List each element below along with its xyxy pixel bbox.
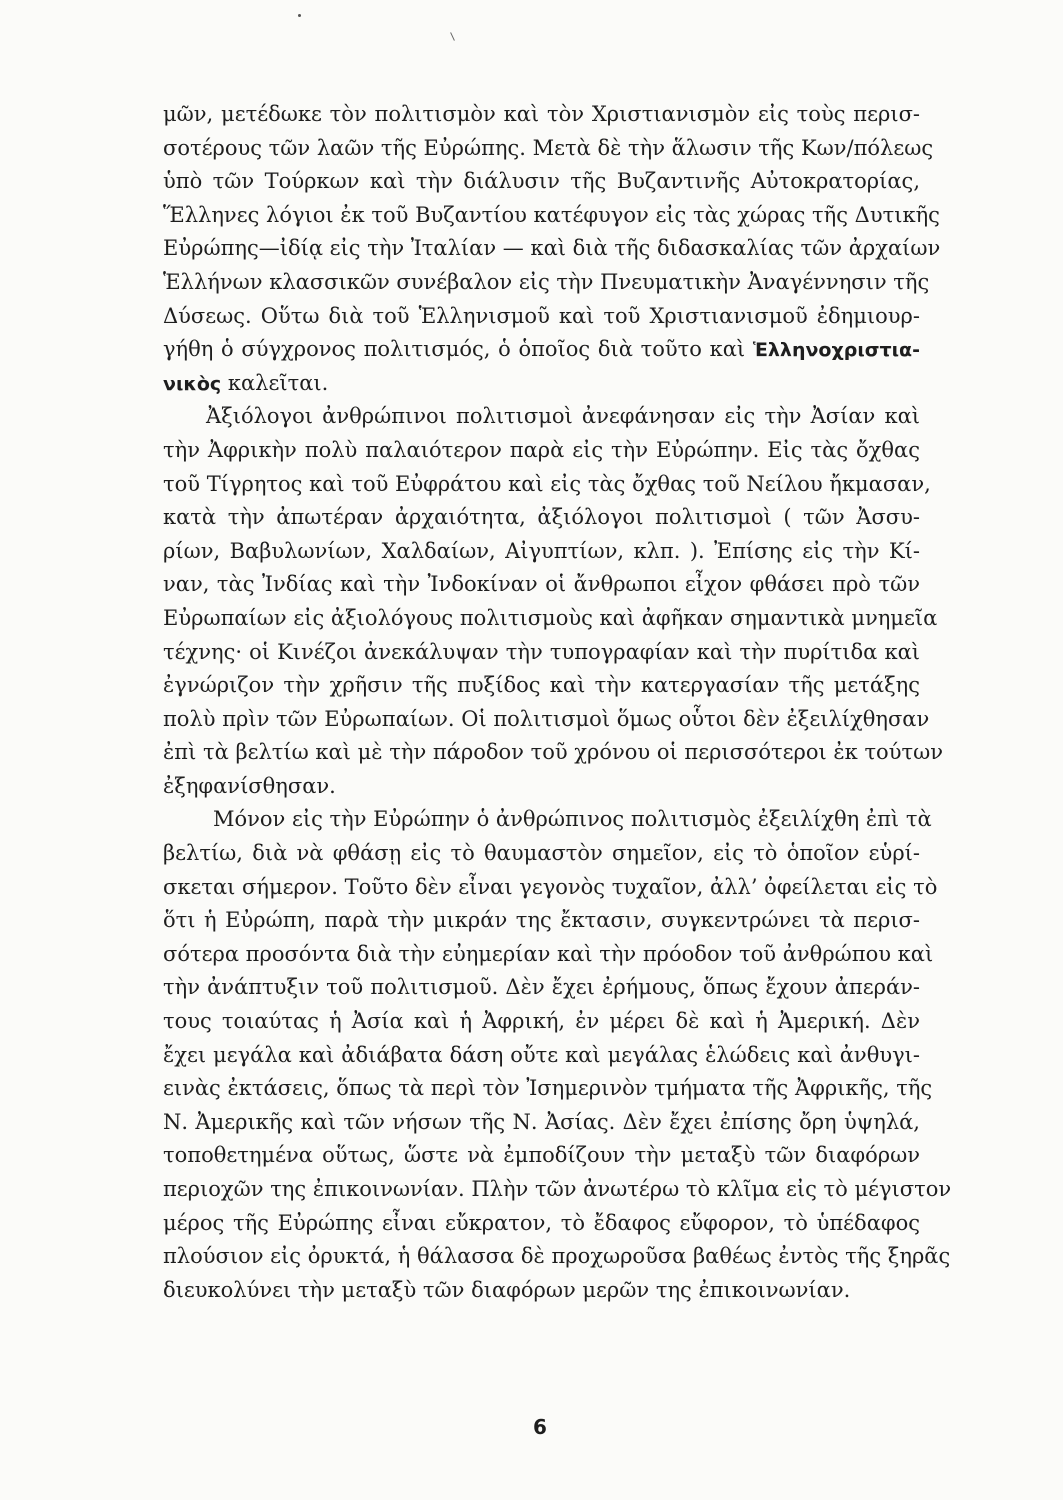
text-line: διευκολύνει τὴν μεταξὺ τῶν διαφόρων μερῶν της ἐπικοινωνίαν. — [163, 1277, 851, 1302]
text-line: τὴν ἀνάπτυξιν τοῦ πολιτισμοῦ. Δὲν ἔχει ἐρήμους, ὅπως ἔχουν ἀπεράν- — [163, 975, 920, 1000]
text-line: μῶν, μετέδωκε τὸν πολιτισμὸν καὶ τὸν Χριστιανισμὸν εἰς τοὺς περισ- — [163, 102, 920, 126]
text-line: πλούσιον εἰς ὀρυκτά, ἡ θάλασσα δὲ προχωροῦσα βαθέως ἐντὸς τῆς ξηρᾶς — [163, 1244, 951, 1269]
text-line: Εὐρωπαίων εἰς ἀξιολόγους πολιτισμοὺς καὶ ἀφῆκαν σημαντικὰ μνημεῖα — [163, 605, 938, 630]
bold-term: Ἑλληνοχριστια- — [752, 339, 920, 362]
text-line: τους τοιαύτας ἡ Ἀσία καὶ ἡ Ἀφρική, ἐν μέρει δὲ καὶ ἡ Ἀμερική. Δὲν — [163, 1009, 920, 1034]
text-line: μέρος τῆς Εὐρώπης εἶναι εὔκρατον, τὸ ἔδαφος εὔφορον, τὸ ὑπέδαφος — [163, 1210, 920, 1235]
text-line: ναν, τὰς Ἰνδίας καὶ τὴν Ἰνδοκίναν οἱ ἄνθρωποι εἶχον φθάσει πρὸ τῶν — [163, 572, 920, 597]
body-text — [163, 98, 952, 1307]
scan-mark — [450, 32, 455, 41]
text-line: ρίων, Βαβυλωνίων, Χαλδαίων, Αἰγυπτίων, κλπ. ). Ἐπίσης εἰς τὴν Κί- — [163, 538, 920, 563]
text-line: σότερα προσόντα διὰ τὴν εὐημερίαν καὶ τὴν πρόοδον τοῦ ἀνθρώπου καὶ — [163, 941, 934, 966]
text-line: βελτίω, διὰ νὰ φθάσῃ εἰς τὸ θαυμαστὸν σημεῖον, εἰς τὸ ὁποῖον εὑρί- — [163, 841, 920, 866]
text-line: σοτέρους τῶν λαῶν τῆς Εὐρώπης. Μετὰ δὲ τὴν ἅλωσιν τῆς Κων/πόλεως — [163, 135, 934, 160]
text-fragment: καλεῖται. — [221, 370, 329, 395]
text-line: ἐξηφανίσθησαν. — [163, 773, 336, 798]
text-line — [163, 333, 920, 367]
bold-term: νικὸς — [163, 372, 222, 395]
text-line — [163, 367, 920, 401]
text-line: κατὰ τὴν ἀπωτέραν ἀρχαιότητα, ἀξιόλογοι πολιτισμοὶ ( τῶν Ἀσσυ- — [163, 505, 920, 530]
text-line: πολὺ πρὶν τῶν Εὐρωπαίων. Οἱ πολιτισμοὶ ὅμως οὗτοι δὲν ἐξειλίχθησαν — [163, 706, 930, 731]
text-line: περιοχῶν της ἐπικοινωνίαν. Πλὴν τῶν ἀνωτέρω τὸ κλῖμα εἰς τὸ μέγιστον — [163, 1177, 952, 1201]
text-line: ἐπὶ τὰ βελτίω καὶ μὲ τὴν πάροδον τοῦ χρόνου οἱ περισσότεροι ἐκ τούτων — [163, 740, 943, 765]
scan-speck — [298, 14, 301, 17]
text-line: τοῦ Τίγρητος καὶ τοῦ Εὐφράτου καὶ εἰς τὰς ὄχθας τοῦ Νείλου ἤκμασαν, — [163, 471, 931, 496]
text-line: Δύσεως. Οὕτω διὰ τοῦ Ἑλληνισμοῦ καὶ τοῦ Χριστιανισμοῦ ἐδημιουρ- — [163, 303, 920, 328]
text-line: Ἑλλήνων κλασσικῶν συνέβαλον εἰς τὴν Πνευματικὴν Ἀναγέννησιν τῆς — [163, 269, 930, 294]
text-line: τέχνης· οἱ Κινέζοι ἀνεκάλυψαν τὴν τυπογραφίαν καὶ τὴν πυρίτιδα καὶ — [163, 639, 920, 664]
text-line: ἐγνώριζον τὴν χρῆσιν τῆς πυξίδος καὶ τὴν κατεργασίαν τῆς μετάξης — [163, 673, 920, 698]
text-line: τοποθετημένα οὕτως, ὥστε νὰ ἐμποδίζουν τὴν μεταξὺ τῶν διαφόρων — [163, 1143, 920, 1168]
text-fragment: γήθη ὁ σύγχρονος πολιτισμός, ὁ ὁποῖος διὰ τοῦτο καὶ — [163, 337, 746, 362]
page-number: 6 — [533, 1415, 547, 1439]
text-line: ὑπὸ τῶν Τούρκων καὶ τὴν διάλυσιν τῆς Βυζαντινῆς Αὐτοκρατορίας, — [163, 169, 920, 194]
text-line: Εὐρώπης—ἰδίᾳ εἰς τὴν Ἰταλίαν — καὶ διὰ τῆς διδασκαλίας τῶν ἀρχαίων — [163, 236, 941, 261]
text-line: εινὰς ἐκτάσεις, ὅπως τὰ περὶ τὸν Ἰσημερινὸν τμήματα τῆς Ἀφρικῆς, τῆς — [163, 1076, 933, 1101]
text-line: τὴν Ἀφρικὴν πολὺ παλαιότερον παρὰ εἰς τὴν Εὐρώπην. Εἰς τὰς ὄχθας — [163, 437, 920, 462]
text-line: σκεται σήμερον. Τοῦτο δὲν εἶναι γεγονὸς τυχαῖον, ἀλλ’ ὀφείλεται εἰς τὸ — [163, 874, 938, 899]
text-line: Ἕλληνες λόγιοι ἐκ τοῦ Βυζαντίου κατέφυγον εἰς τὰς χώρας τῆς Δυτικῆς — [163, 202, 940, 227]
text-line: Μόνον εἰς τὴν Εὐρώπην ὁ ἀνθρώπινος πολιτισμὸς ἐξειλίχθη ἐπὶ τὰ — [213, 807, 932, 832]
text-line: Ἀξιόλογοι ἀνθρώπινοι πολιτισμοὶ ἀνεφάνησαν εἰς τὴν Ἀσίαν καὶ — [206, 404, 920, 429]
text-line: ὅτι ἡ Εὐρώπη, παρὰ τὴν μικράν της ἔκτασιν, συγκεντρώνει τὰ περισ- — [163, 908, 920, 933]
text-line: ἔχει μεγάλα καὶ ἀδιάβατα δάση οὔτε καὶ μεγάλας ἑλώδεις καὶ ἀνθυγι- — [163, 1042, 920, 1067]
text-line: Ν. Ἀμερικῆς καὶ τῶν νήσων τῆς Ν. Ἀσίας. Δὲν ἔχει ἐπίσης ὄρη ὑψηλά, — [163, 1109, 920, 1134]
